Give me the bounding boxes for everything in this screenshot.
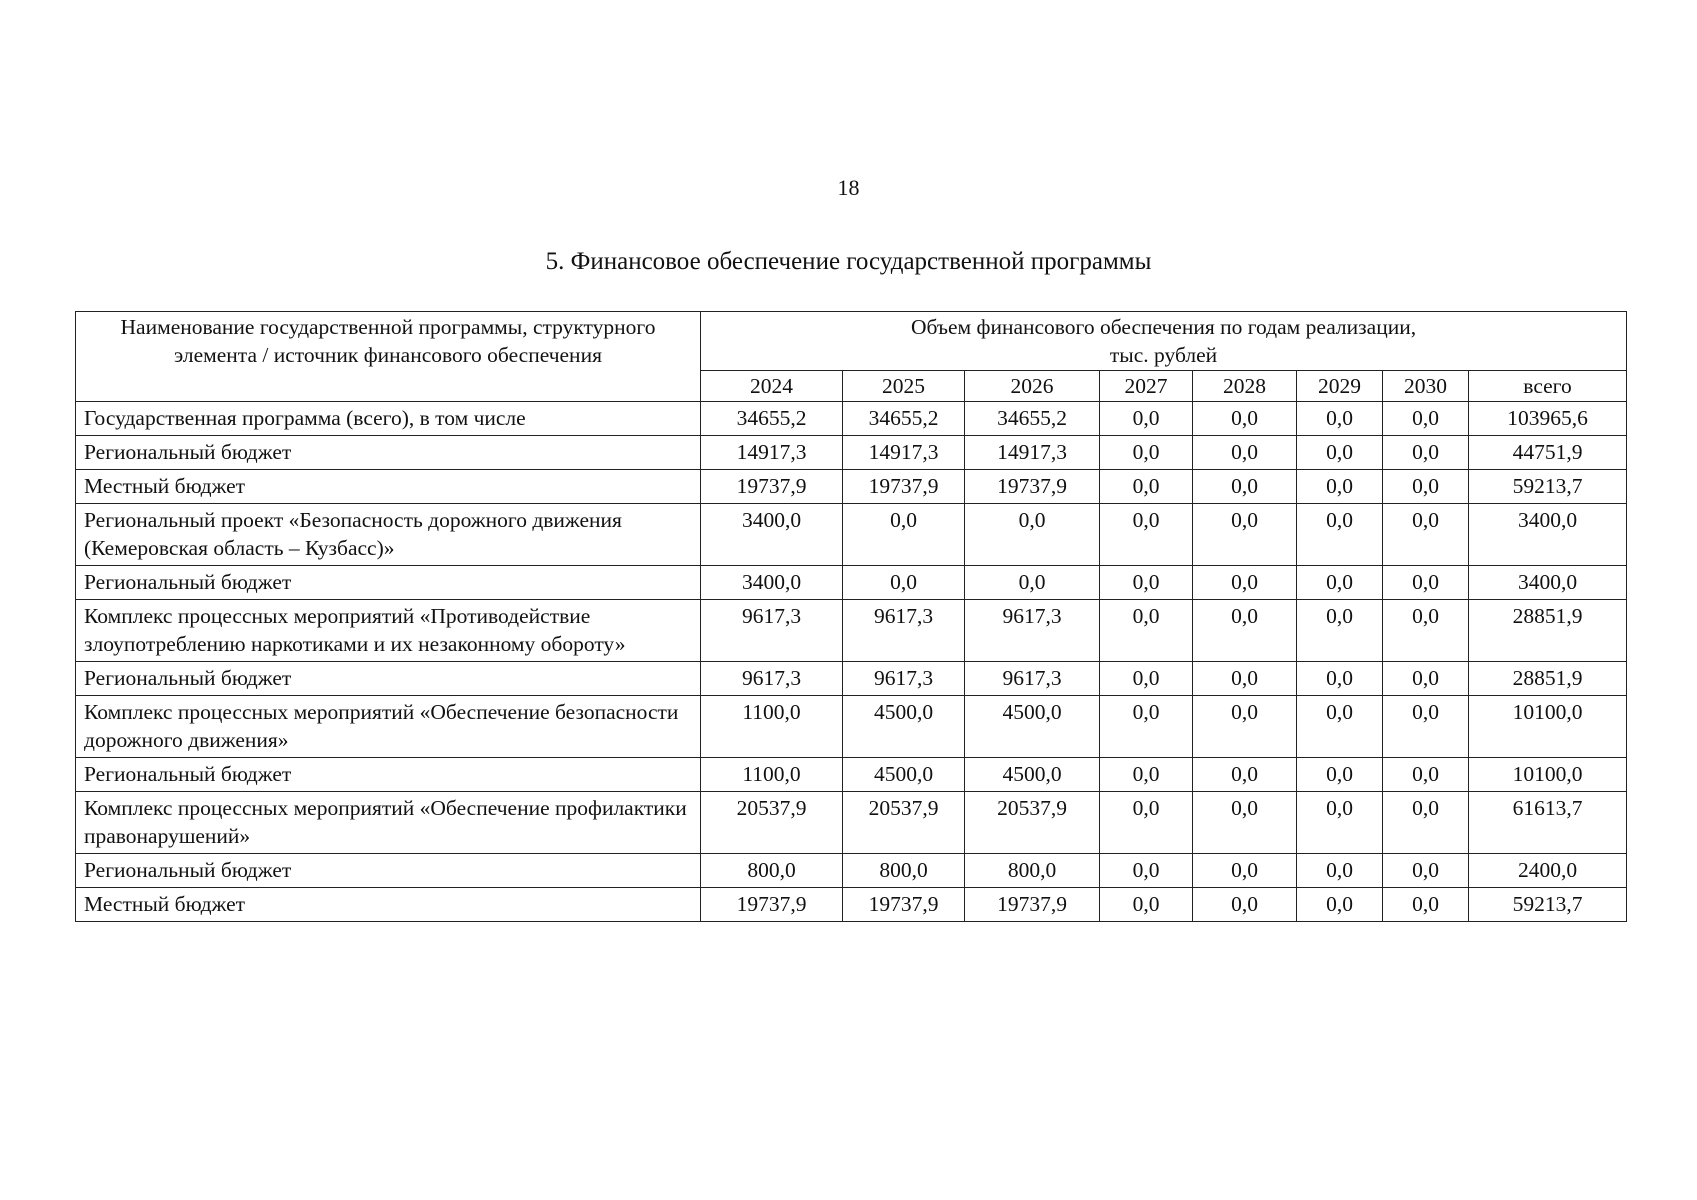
- value-cell: 34655,2: [843, 402, 965, 436]
- value-cell: 0,0: [1193, 600, 1297, 662]
- value-cell: 9617,3: [965, 662, 1100, 696]
- value-cell: 0,0: [843, 566, 965, 600]
- year-header-2029: 2029: [1297, 371, 1383, 402]
- value-cell: 0,0: [1383, 402, 1469, 436]
- year-header-2026: 2026: [965, 371, 1100, 402]
- table-row: [76, 566, 1627, 600]
- value-cell: 800,0: [965, 854, 1100, 888]
- year-header-2030: 2030: [1383, 371, 1469, 402]
- value-cell: 0,0: [1100, 854, 1193, 888]
- value-cell: 10100,0: [1469, 696, 1627, 758]
- table-body: [76, 402, 1627, 922]
- value-cell: 0,0: [1100, 600, 1193, 662]
- name-column-header: Наименование государственной программы, структурного элемента / источник финансового обеспечения: [76, 312, 701, 402]
- page-title: 5. Финансовое обеспечение государственной программы: [545, 248, 1152, 275]
- value-cell: 0,0: [1297, 436, 1383, 470]
- value-cell: 9617,3: [965, 600, 1100, 662]
- value-cell: 0,0: [1297, 662, 1383, 696]
- value-cell: 28851,9: [1469, 600, 1627, 662]
- value-cell: 0,0: [1193, 402, 1297, 436]
- value-cell: 0,0: [1193, 696, 1297, 758]
- value-cell: 800,0: [843, 854, 965, 888]
- value-cell: 61613,7: [1469, 792, 1627, 854]
- value-cell: 34655,2: [965, 402, 1100, 436]
- year-header-2027: 2027: [1100, 371, 1193, 402]
- table-row: [76, 758, 1627, 792]
- value-cell: 14917,3: [701, 436, 843, 470]
- value-cell: 0,0: [1383, 470, 1469, 504]
- value-cell: 3400,0: [701, 566, 843, 600]
- value-cell: 0,0: [1297, 470, 1383, 504]
- table-row: [76, 792, 1627, 854]
- value-cell: 3400,0: [1469, 504, 1627, 566]
- value-cell: 3400,0: [701, 504, 843, 566]
- value-cell: 0,0: [1100, 758, 1193, 792]
- value-cell: 0,0: [1383, 504, 1469, 566]
- value-cell: 19737,9: [843, 470, 965, 504]
- value-cell: 19737,9: [843, 888, 965, 922]
- volume-header-line1: Объем финансового обеспечения по годам реализации,: [910, 315, 1417, 339]
- value-cell: 0,0: [1383, 854, 1469, 888]
- row-name-cell: Региональный бюджет: [76, 662, 701, 696]
- value-cell: 34655,2: [701, 402, 843, 436]
- table-row: [76, 854, 1627, 888]
- row-name-cell: Региональный проект «Безопасность дорожного движения (Кемеровская область – Кузбасс)»: [76, 504, 701, 566]
- page-number: 18: [837, 175, 860, 200]
- value-cell: 0,0: [1383, 566, 1469, 600]
- value-cell: 0,0: [1193, 436, 1297, 470]
- value-cell: 3400,0: [1469, 566, 1627, 600]
- value-cell: 0,0: [1100, 792, 1193, 854]
- value-cell: 9617,3: [843, 600, 965, 662]
- value-cell: 59213,7: [1469, 470, 1627, 504]
- value-cell: 0,0: [1297, 504, 1383, 566]
- table-row: [76, 470, 1627, 504]
- row-name-cell: Комплекс процессных мероприятий «Обеспечение безопасности дорожного движения»: [76, 696, 701, 758]
- value-cell: 0,0: [1383, 696, 1469, 758]
- value-cell: 0,0: [1193, 470, 1297, 504]
- value-cell: 0,0: [1297, 792, 1383, 854]
- value-cell: 0,0: [1193, 566, 1297, 600]
- value-cell: 0,0: [1383, 436, 1469, 470]
- value-cell: 0,0: [1100, 470, 1193, 504]
- value-cell: 44751,9: [1469, 436, 1627, 470]
- row-name-cell: Региональный бюджет: [76, 854, 701, 888]
- value-cell: 28851,9: [1469, 662, 1627, 696]
- value-cell: 0,0: [1383, 792, 1469, 854]
- value-cell: 0,0: [1383, 888, 1469, 922]
- value-cell: 10100,0: [1469, 758, 1627, 792]
- value-cell: 20537,9: [843, 792, 965, 854]
- row-name-cell: Местный бюджет: [76, 470, 701, 504]
- value-cell: 0,0: [843, 504, 965, 566]
- value-cell: 9617,3: [701, 662, 843, 696]
- value-cell: 0,0: [1100, 888, 1193, 922]
- value-cell: 0,0: [1100, 504, 1193, 566]
- value-cell: 19737,9: [965, 888, 1100, 922]
- value-cell: 0,0: [1383, 600, 1469, 662]
- financing-table: [75, 311, 1627, 922]
- value-cell: 0,0: [1297, 758, 1383, 792]
- year-header-2028: 2028: [1193, 371, 1297, 402]
- value-cell: 0,0: [965, 504, 1100, 566]
- year-header-total: всего: [1469, 371, 1627, 402]
- value-cell: 14917,3: [965, 436, 1100, 470]
- volume-header-line2: тыс. рублей: [1109, 343, 1218, 367]
- table-row: [76, 504, 1627, 566]
- value-cell: 19737,9: [701, 888, 843, 922]
- table-row: [76, 600, 1627, 662]
- value-cell: 0,0: [1193, 854, 1297, 888]
- value-cell: 0,0: [1297, 402, 1383, 436]
- value-cell: 0,0: [1100, 566, 1193, 600]
- value-cell: 0,0: [1297, 566, 1383, 600]
- value-cell: 14917,3: [843, 436, 965, 470]
- value-cell: 1100,0: [701, 758, 843, 792]
- row-name-cell: Государственная программа (всего), в том числе: [76, 402, 701, 436]
- value-cell: 19737,9: [701, 470, 843, 504]
- year-header-2025: 2025: [843, 371, 965, 402]
- table-row: [76, 436, 1627, 470]
- value-cell: 0,0: [1193, 792, 1297, 854]
- value-cell: 0,0: [1193, 662, 1297, 696]
- value-cell: 0,0: [1193, 888, 1297, 922]
- value-cell: 0,0: [1383, 662, 1469, 696]
- value-cell: 20537,9: [701, 792, 843, 854]
- value-cell: 0,0: [965, 566, 1100, 600]
- row-name-cell: Региональный бюджет: [76, 758, 701, 792]
- value-cell: 4500,0: [843, 696, 965, 758]
- value-cell: 0,0: [1100, 436, 1193, 470]
- row-name-cell: Региональный бюджет: [76, 566, 701, 600]
- value-cell: 1100,0: [701, 696, 843, 758]
- value-cell: 0,0: [1297, 854, 1383, 888]
- value-cell: 103965,6: [1469, 402, 1627, 436]
- table-row: [76, 402, 1627, 436]
- table-row: [76, 662, 1627, 696]
- value-cell: 9617,3: [843, 662, 965, 696]
- value-cell: 0,0: [1100, 696, 1193, 758]
- year-header-2024: 2024: [701, 371, 843, 402]
- value-cell: 20537,9: [965, 792, 1100, 854]
- row-name-cell: Комплекс процессных мероприятий «Противодействие злоупотреблению наркотиками и их незаконному обороту»: [76, 600, 701, 662]
- table-row: [76, 888, 1627, 922]
- row-name-cell: Местный бюджет: [76, 888, 701, 922]
- row-name-cell: Региональный бюджет: [76, 436, 701, 470]
- value-cell: 9617,3: [701, 600, 843, 662]
- value-cell: 0,0: [1297, 888, 1383, 922]
- value-cell: 0,0: [1297, 600, 1383, 662]
- value-cell: 0,0: [1193, 504, 1297, 566]
- value-cell: 800,0: [701, 854, 843, 888]
- value-cell: 0,0: [1100, 662, 1193, 696]
- value-cell: 0,0: [1100, 402, 1193, 436]
- value-cell: 19737,9: [965, 470, 1100, 504]
- volume-column-header: [701, 312, 1627, 371]
- row-name-cell: Комплекс процессных мероприятий «Обеспечение профилактики правонарушений»: [76, 792, 701, 854]
- value-cell: 4500,0: [843, 758, 965, 792]
- value-cell: 2400,0: [1469, 854, 1627, 888]
- value-cell: 0,0: [1297, 696, 1383, 758]
- value-cell: 59213,7: [1469, 888, 1627, 922]
- table-row: [76, 696, 1627, 758]
- value-cell: 0,0: [1193, 758, 1297, 792]
- value-cell: 0,0: [1383, 758, 1469, 792]
- value-cell: 4500,0: [965, 696, 1100, 758]
- value-cell: 4500,0: [965, 758, 1100, 792]
- header-row-top: [76, 312, 1627, 371]
